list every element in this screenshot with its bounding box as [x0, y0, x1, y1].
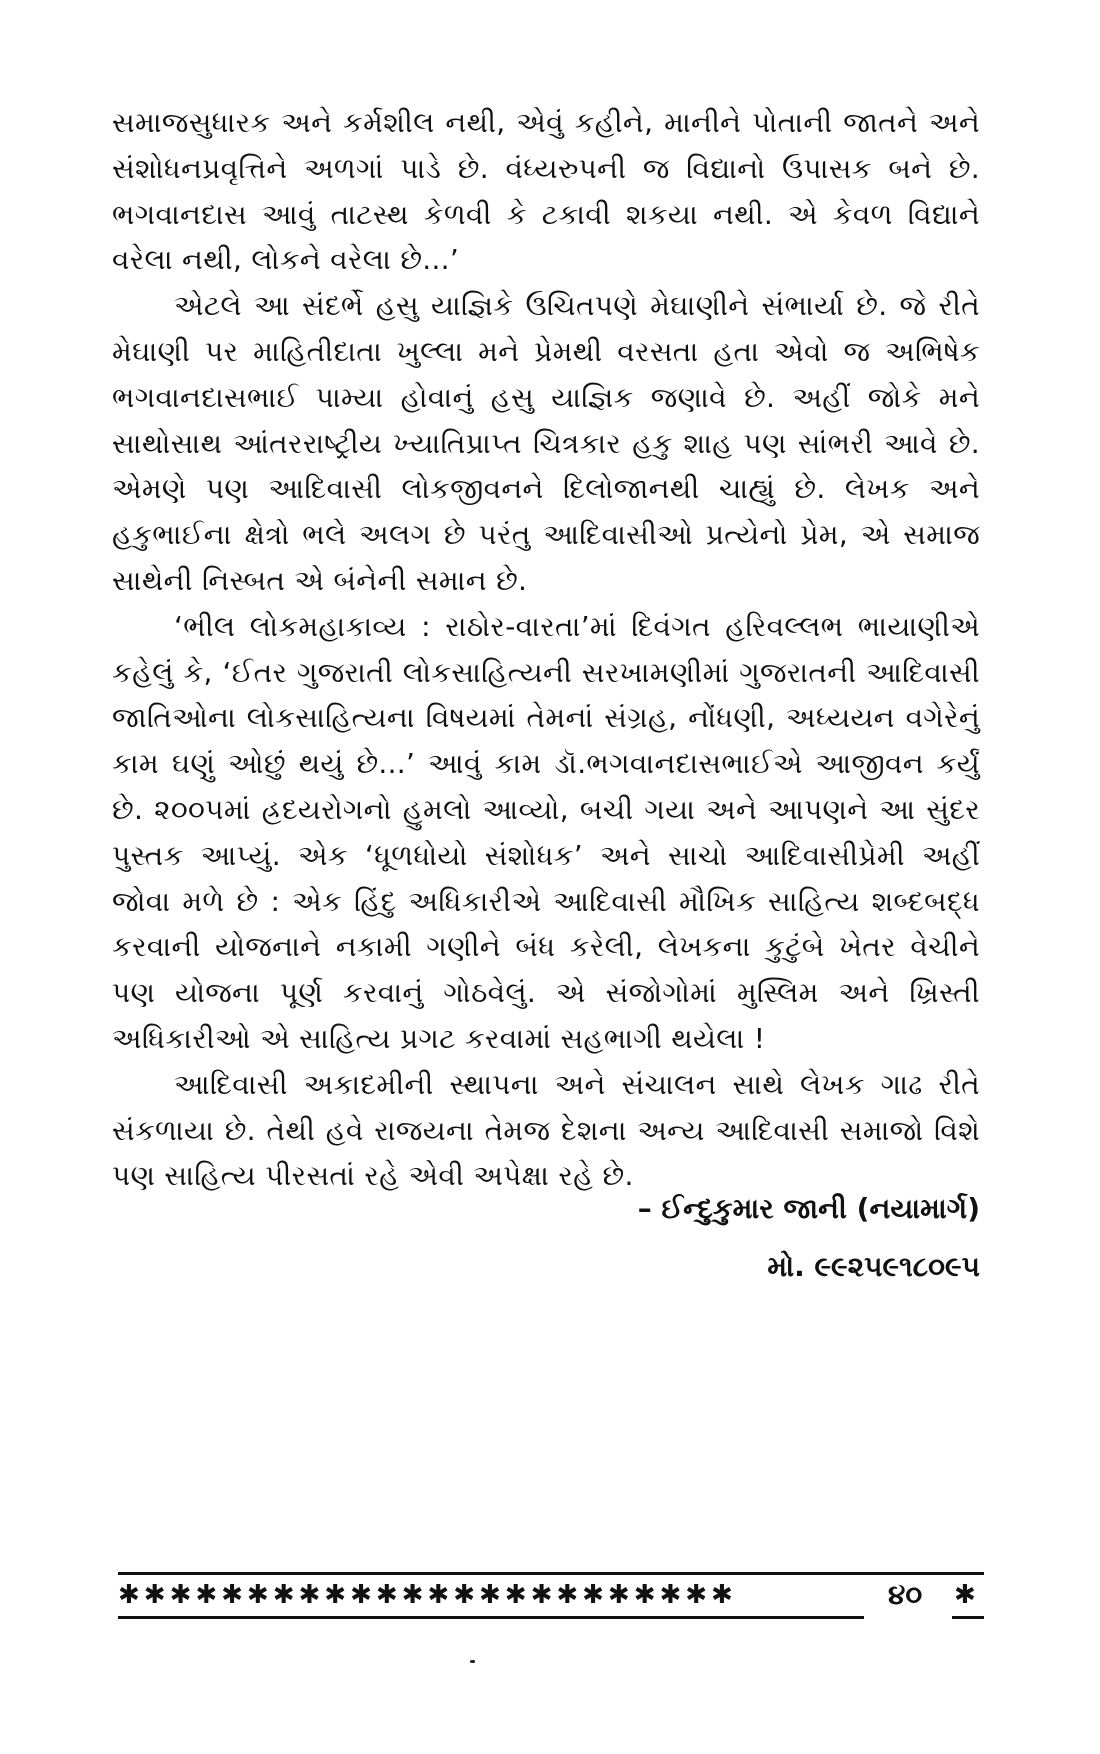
footer-bottom-rule-end	[952, 1616, 984, 1619]
footer-bottom-rule	[118, 1616, 864, 1619]
footer-end-star-icon: ✱	[954, 1580, 976, 1610]
author-name: – ઈન્દુકુમાર જાની (નયામાર્ગ)	[637, 1192, 980, 1225]
paragraph-2: એટલે આ સંદર્ભે હસુ યાજ્ઞિકે ઉચિતપણે મેઘાણીને સંભાર્યા છે. જે રીતે મેઘાણી પર માહિતીદાતા ખુલ્લા મને પ્રેમથી વરસતા હતા એવો જ અભિષેક ભગવાનદાસભાઈ પામ્યા હોવાનું હસુ યાજ્ઞિક જણાવે છે. અહીં જોકે મને સાથોસાથ આંતરરાષ્ટ્રીય ખ્યાતિપ્રાપ્ત ચિત્રકાર હકુ શાહ પણ સાંભરી આવે છે. એમણે પણ આદિવાસી લોકજીવનને દિલોજાનથી ચાહ્યું છે. લેખક અને હકુભાઈના ક્ષેત્રો ભલે અલગ છે પરંતુ આદિવાસીઓ પ્રત્યેનો પ્રેમ, એ સમાજ સાથેની નિસ્બત એ બંનેની સમાન છે.	[112, 289, 980, 597]
page-number: ૪૦	[888, 1578, 923, 1611]
page-footer	[118, 1568, 984, 1620]
scan-speck	[470, 1660, 475, 1663]
body-text	[112, 100, 980, 1199]
footer-top-rule	[118, 1572, 984, 1575]
signature-block	[638, 1180, 980, 1296]
paragraph-3: ‘ભીલ લોકમહાકાવ્ય : રાઠોર-વારતા’માં દિવંગત હરિવલ્લભ ભાયાણીએ કહેલું કે, ‘ઈતર ગુજરાતી લોકસાહિત્યની સરખામણીમાં ગુજરાતની આદિવાસી જાતિઓના લોકસાહિત્યના વિષયમાં તેમનાં સંગ્રહ, નોંધણી, અધ્યયન વગેરેનું કામ ઘણું ઓછું થયું છે...’ આવું કામ ડૉ.ભગવાનદાસભાઈએ આજીવન કર્યું છે. ૨૦૦૫માં હ્રદયરોગનો હુમલો આવ્યો, બચી ગયા અને આપણને આ સુંદર પુસ્તક આપ્યું. એક ‘ધૂળધોયો સંશોધક’ અને સાચો આદિવાસીપ્રેમી અહીં જોવા મળે છે : એક હિંદુ અધિકારીએ આદિવાસી મૌખિક સાહિત્ય શબ્દબદ્ધ કરવાની યોજનાને નકામી ગણીને બંધ કરેલી, લેખકના કુટુંબે ખેતર વેચીને પણ યોજના પૂર્ણ કરવાનું ગોઠવેલું. એ સંજોગોમાં મુસ્લિમ અને ખ્રિસ્તી અધિકારીઓ એ સાહિત્ય પ્રગટ કરવામાં સહભાગી થયેલા !	[112, 609, 980, 1055]
author-phone: મો. ૯૯૨૫૯૧૮૦૯૫	[767, 1250, 980, 1283]
paragraph-1: સમાજસુધારક અને કર્મશીલ નથી, એવું કહીને, માનીને પોતાની જાતને અને સંશોધનપ્રવૃત્તિને અળગાં પાડે છે. વંધ્યરુપની જ વિદ્યાનો ઉપાસક બને છે. ભગવાનદાસ આવું તાટસ્થ કેળવી કે ટકાવી શકયા નથી. એ કેવળ વિદ્યાને વરેલા નથી, લોકને વરેલા છે...’	[112, 106, 980, 277]
footer-star-border: ✱✱✱✱✱✱✱✱✱✱✱✱✱✱✱✱✱✱✱✱✱✱✱✱	[118, 1580, 737, 1610]
paragraph-4: આદિવાસી અકાદમીની સ્થાપના અને સંચાલન સાથે લેખક ગાઢ રીતે સંકળાયા છે. તેથી હવે રાજયના તેમજ દેશના અન્ય આદિવાસી સમાજો વિશે પણ સાહિત્ય પીરસતાં રહે એવી અપેક્ષા રહે છે.	[112, 1067, 980, 1193]
